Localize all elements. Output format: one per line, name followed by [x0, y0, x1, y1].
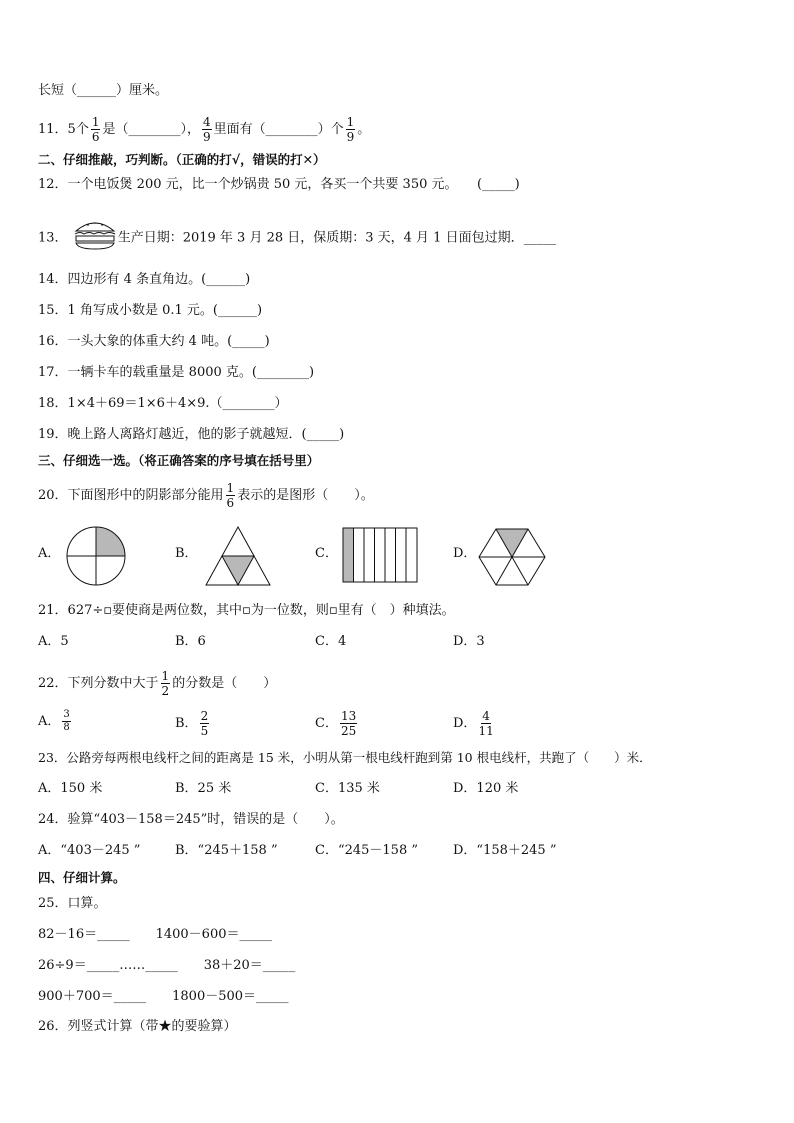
- section-3-heading: 三、仔细选一选。（将正确答案的序号填在括号里）: [38, 453, 320, 468]
- question-13: 13． 生产日期：2019 年 3 月 28 日，保质期：3 天，4 月 1 日面包过期．_____: [38, 225, 556, 251]
- triangle-figure: [205, 526, 271, 586]
- striped-rectangle-figure: [342, 527, 418, 583]
- q23-option-b: B．25 米: [175, 781, 232, 796]
- q21-option-d: D．3: [453, 634, 485, 649]
- question-23: 23．公路旁每两根电线杆之间的距离是 15 米，小明从第一根电线杆跑到第 10 根电线杆，共跑了（ ）米．: [38, 750, 652, 765]
- question-26: 26．列竖式计算（带★的要验算）: [38, 1019, 237, 1034]
- section-4-heading: 四、仔细计算。: [38, 870, 126, 885]
- question-20: 20．下面图形中的阴影部分能用 $\frac{1}{6}$ 表示的是图形（ ）。: [38, 481, 374, 510]
- question-24: 24．验算“403－158＝245”时，错误的是（ ）。: [38, 812, 344, 827]
- q23-option-c: C．135 米: [315, 781, 380, 796]
- mental-calc-row-2: 26÷9＝_____……_____ 38＋20＝_____: [38, 958, 296, 973]
- hexagon-figure: [477, 526, 547, 588]
- q24-option-c: C．“245－158 ”: [315, 843, 418, 858]
- q22-option-c: C． $\frac{13}{25}$: [315, 709, 357, 738]
- question-15: 15．1 角写成小数是 0.1 元。(______): [38, 303, 263, 318]
- q21-option-b: B．6: [175, 634, 206, 649]
- question-22: 22．下列分数中大于 $\frac{1}{2}$ 的分数是（ ）: [38, 669, 277, 698]
- question-21: 21．627÷▫要使商是两位数，其中▫为一位数，则▫里有（ ）种填法。: [38, 603, 455, 618]
- mental-calc-row-1: 82－16＝_____ 1400－600＝_____: [38, 927, 272, 942]
- q22-option-b: B． $\frac{2}{5}$: [175, 709, 209, 738]
- q20-option-a: A．: [38, 546, 61, 561]
- q21-option-a: A．5: [38, 634, 69, 649]
- q21-option-c: C．4: [315, 634, 347, 649]
- line-0: 长短（______）厘米。: [38, 83, 169, 98]
- question-12: 12．一个电饭煲 200 元，比一个炒锅贵 50 元，各买一个共要 350 元。 (_____): [38, 177, 520, 192]
- q20-option-b: B．: [175, 546, 198, 561]
- section-2-heading: 二、仔细推敲，巧判断。（正确的打√，错误的打✕）: [38, 152, 326, 167]
- q22-option-d: D． $\frac{4}{11}$: [453, 709, 494, 738]
- q23-option-a: A．150 米: [38, 781, 103, 796]
- q22-option-a: A． $\frac{3}{8}$: [38, 709, 70, 733]
- question-25: 25．口算。: [38, 896, 107, 911]
- question-16: 16．一头大象的体重大约 4 吨。(_____): [38, 334, 270, 349]
- burger-icon: [72, 217, 118, 251]
- question-14: 14．四边形有 4 条直角边。(______): [38, 272, 251, 287]
- q24-option-b: B．“245＋158 ”: [175, 843, 278, 858]
- q24-option-d: D．“158＋245 ”: [453, 843, 557, 858]
- question-11: 11．5个 $\frac{1}{6}$ 是（________）， $\frac{4}{9}$ 里面有（________）个 $\frac{1}{9}$ 。: [38, 115, 371, 144]
- q20-option-c: C．: [315, 546, 338, 561]
- mental-calc-row-3: 900＋700＝_____ 1800－500＝_____: [38, 989, 289, 1004]
- question-18: 18．1×4＋69＝1×6＋4×9.（________）: [38, 396, 288, 411]
- q20-option-d: D．: [453, 546, 477, 561]
- circle-quarters-figure: [66, 526, 126, 586]
- q23-option-d: D．120 米: [453, 781, 519, 796]
- q24-option-a: A．“403－245 ”: [38, 843, 141, 858]
- question-19: 19．晚上路人离路灯越近，他的影子就越短．(_____): [38, 427, 345, 442]
- question-17: 17．一辆卡车的载重量是 8000 克。(________): [38, 365, 315, 380]
